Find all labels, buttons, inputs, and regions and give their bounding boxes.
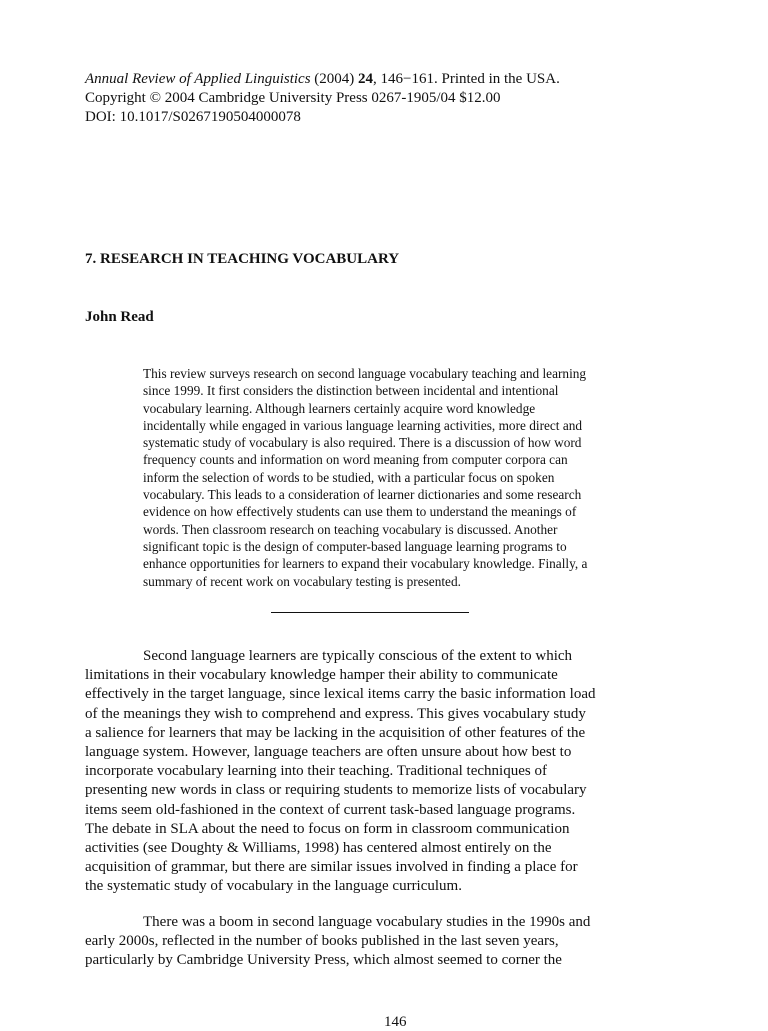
journal-pages: , 146−161. Printed in the USA. [373, 71, 560, 87]
paragraph-line: early 2000s, reflected in the number of books published in the last seven years, [85, 933, 559, 950]
paragraph-line: a salience for learners that may be lacking in the acquisition of other features of the [85, 724, 586, 741]
journal-year: (2004) [310, 71, 359, 87]
journal-citation-line [85, 70, 685, 89]
paragraph-line: effectively in the target language, since lexical items carry the basic information load [85, 686, 596, 703]
body-paragraph-1 [85, 647, 685, 897]
paragraph-line: items seem old-fashioned in the context of current task-based language programs. [85, 801, 576, 818]
abstract-line: frequency counts and information on word meaning from computer corpora can [143, 452, 568, 468]
abstract-line: summary of recent work on vocabulary testing is presented. [143, 573, 461, 589]
paragraph-line: activities (see Doughty & Williams, 1998) has centered almost entirely on the [85, 840, 552, 857]
paragraph-line: the systematic study of vocabulary in the language curriculum. [85, 878, 462, 895]
paragraph-line: There was a boom in second language vocabulary studies in the 1990s and [143, 914, 591, 930]
copyright-line: Copyright © 2004 Cambridge University Press 0267-1905/04 $12.00 [85, 90, 501, 106]
abstract-line: enhance opportunities for learners to expand their vocabulary knowledge. Finally, a [143, 556, 588, 572]
abstract-line: evidence on how effectively students can use them to understand the meanings of [143, 504, 577, 520]
paragraph-line: incorporate vocabulary learning into their teaching. Traditional techniques of [85, 763, 547, 780]
doi-line: DOI: 10.1017/S0267190504000078 [85, 109, 301, 125]
abstract-line: vocabulary. This leads to a consideration of learner dictionaries and some research [143, 487, 582, 503]
body-paragraph-2 [85, 913, 685, 971]
journal-title: Annual Review of Applied Linguistics [85, 71, 311, 87]
citation-header [85, 70, 685, 127]
abstract-line: inform the selection of words to be studied, with a particular focus on spoken [143, 469, 555, 485]
abstract [143, 365, 663, 590]
paragraph-line: language system. However, language teachers are often unsure about how best to [85, 744, 572, 761]
journal-volume: 24 [358, 71, 374, 87]
abstract-line: significant topic is the design of computer-based language learning programs to [143, 538, 567, 554]
page-number: 146 [384, 1014, 407, 1030]
paragraph-line: Second language learners are typically conscious of the extent to which [143, 648, 573, 664]
paragraph-line: acquisition of grammar, but there are similar issues involved in finding a place for [85, 859, 578, 876]
abstract-line: incidentally while engaged in various language learning activities, more direct and [143, 417, 583, 433]
paragraph-line: of the meanings they wish to comprehend and express. This gives vocabulary study [85, 705, 586, 722]
abstract-divider [271, 612, 469, 613]
chapter-title: 7. RESEARCH IN TEACHING VOCABULARY [85, 251, 400, 267]
abstract-line: words. Then classroom research on teaching vocabulary is discussed. Another [143, 521, 558, 537]
paragraph-line: limitations in their vocabulary knowledge hamper their ability to communicate [85, 667, 558, 684]
abstract-line: This review surveys research on second language vocabulary teaching and learning [143, 366, 587, 381]
author-name: John Read [85, 309, 154, 325]
abstract-line: vocabulary learning. Although learners certainly acquire word knowledge [143, 400, 536, 416]
paragraph-line: particularly by Cambridge University Press, which almost seemed to corner the [85, 952, 562, 969]
abstract-line: since 1999. It first considers the distinction between incidental and intentional [143, 383, 559, 399]
paragraph-line: The debate in SLA about the need to focus on form in classroom communication [85, 820, 570, 837]
abstract-line: systematic study of vocabulary is also required. There is a discussion of how word [143, 435, 582, 451]
paragraph-line: presenting new words in class or requiring students to memorize lists of vocabulary [85, 782, 587, 799]
